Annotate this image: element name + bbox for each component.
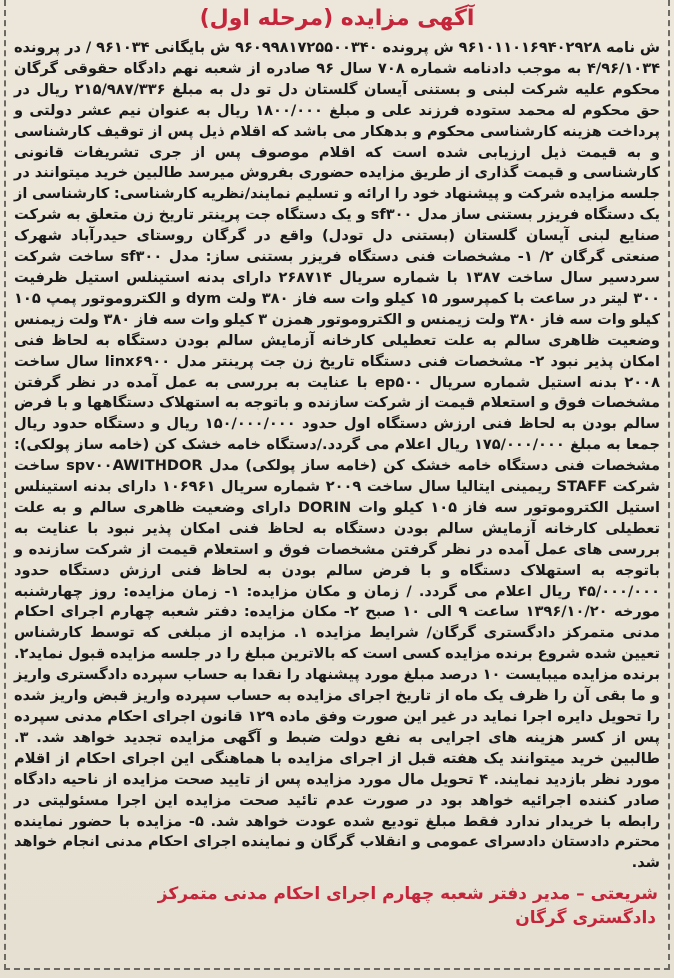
signature-line-1: شریعتی – مدیر دفتر شعبه چهارم اجرای احکام مدنی متمرکز — [157, 884, 658, 905]
notice-body: ش نامه ۹۶۱۰۱۱۰۱۶۹۴۰۲۹۲۸ ش پرونده ۹۶۰۹۹۸۱۷۲۵۵۰۰۳۴۰ ش بایگانی ۹۶۱۰۳۴ / در پرونده ۴/۹۶/۱۰۳۴ به موجب دادنامه شماره ۷۰۸ سال ۹۶ صادره از شعبه نهم دادگاه حقوقی گرگان محکوم علیه شرکت لبنی و بستنی آیسان گلستان دل تو دل به مبلغ ۲۱۵/۹۸۷/۳۳۶ ریال در حق محکوم له محمد ستوده فرزند علی و مبلغ ۱۸۰۰/۰۰۰ ریال به عنوان نیم عشر دولتی و پرداخت هزینه کارشناسی محکوم و بدهکار می باشد که اقلام ذیل پس از توقیف کارشناسی و به قیمت ذیل ارزیابی شده است که اقلام موصوف پس از جری تشریفات قانونی کارشناسی و قیمت گذاری از طریق مزایده حضوری بفروش میرسد طالبین خرید میتوانند در جلسه مزایده شرکت و پیشنهاد خود را ارائه و تسلیم نمایند/نظریه کارشناسی: کارشناسی از یک دستگاه فریزر بستنی ساز مدل sf۳۰۰ و یک دستگاه جت پرینتر تاریخ زن متعلق به شرکت صنایع لبنی آیسان گلستان (بستنی دل تودل) واقع در گرگان روستای حیدرآباد شهرک صنعتی گرگان ۲/ ۱- مشخصات فنی دستگاه فریزر بستنی ساز: مدل sf۳۰۰ ساخت شرکت سردسیر سال ساخت ۱۳۸۷ با شماره سریال ۲۶۸۷۱۴ دارای بدنه استینلس استیل ظرفیت ۳۰۰ لیتر در ساعت با کمپرسور ۱۵ کیلو وات سه فاز ۳۸۰ ولت dym و الکتروموتور پمپ ۱۰۵ کیلو وات سه فاز ۳۸۰ ولت زیمنس و الکتروموتور همزن ۳ کیلو وات سه فاز ۳۸۰ ولت زیمنس وضعیت ظاهری سالم به علت تعطیلی کارخانه آزمایش سالم بودن دستگاه به لحاظ فنی امکان پذیر نبود ۲- مشخصات فنی دستگاه تاریخ زن جت پرینتر مدل linx۶۹۰۰ سال ساخت ۲۰۰۸ بدنه استیل شماره سریال ep۵۰۰ با عنایت به بررسی به عمل آمده در نظر گرفتن مشخصات فوق و استعلام قیمت از شرکت سازنده و باتوجه به استهلاک دستگاهها و با فرض سالم بودن به لحاظ فنی ارزش دستگاه اول حدود ۱۵۰/۰۰۰/۰۰۰ ریال و دستگاه حدود ریال جمعا به مبلغ ۱۷۵/۰۰۰/۰۰۰ ریال اعلام می گردد./دستگاه خامه خشک کن (خامه ساز پولکی): مشخصات فنی دستگاه خامه خشک کن (خامه ساز پولکی) مدل spv۰۰AWITHDOR ساخت شرکت STAFF ریمینی ایتالیا سال ساخت ۲۰۰۹ شماره سریال ۱۰۶۹۶۱ دارای بدنه استینلس استیل الکتروموتور سه فاز ۱۰۵ کیلو وات DORIN دارای وضعیت ظاهری سالم و به علت تعطیلی کارخانه آزمایش سالم بودن دستگاه به لحاظ فنی امکان پذیر نبود با عنایت به بررسی های عمل آمده در نظر گرفتن مشخصات فوق و استعلام قیمت از شرکت سازنده و باتوجه به استهلاک دستگاه و با فرض سالم بودن به لحاظ فنی ارزش دستگاه حدود ۴۵/۰۰۰/۰۰۰ ریال اعلام می گردد. / زمان و مکان مزایده: ۱- زمان مزایده: روز چهارشنبه مورخه ۱۳۹۶/۱۰/۲۰ ساعت ۹ الی ۱۰ صبح ۲- مکان مزایده: دفتر شعبه چهارم اجرای احکام مدنی متمرکز دادگستری گرگان/ شرایط مزایده ۱. مزایده از مبلغی که توسط کارشناس تعیین شده شروع برنده مزایده کسی است که بالاترین مبلغ را در جلسه مزایده قبول نماید۲. برنده مزایده میبایست ۱۰ درصد مبلغ مورد پیشنهاد را نقدا به حساب سپرده دادگستری واریز و ما بقی آن را ظرف یک ماه از تاریخ اجرای مزایده به حساب سپرده واریز قبض واریز شده را تحویل دایره اجرا نماید در غیر این صورت وفق ماده ۱۲۹ قانون اجرای احکام مدنی سپرده پس از کسر هزینه های اجرایی به نفع دولت ضبط و آگهی مزایده تجدید خواهد شد. ۳. طالبین خرید میتوانند یک هفته قبل از اجرای مزایده با هماهنگی این اجرای احکام از اقلام مورد نظر بازدید نمایند. ۴ تحویل مال مورد مزایده پس از تایید صحت مزایده از ناحیه دادگاه صادر کننده اجرائیه خواهد بود در صورت عدم تائید صحت مزایده این اجرا مسئولیتی در رابطه با خریدار ندارد فقط مبلغ تودیع شده عودت خواهد شد. ۵- مزایده با حضور نماینده محترم دادستان دادسرای عمومی و انقلاب گرگان و نماینده اجرای احکام مدنی انجام خواهد شد. — [14, 39, 661, 872]
notice-signature — [10, 874, 664, 930]
signature-line-2: دادگستری گرگان — [515, 908, 656, 929]
notice-title: آگهی مزایده (مرحله اول) — [199, 6, 475, 31]
